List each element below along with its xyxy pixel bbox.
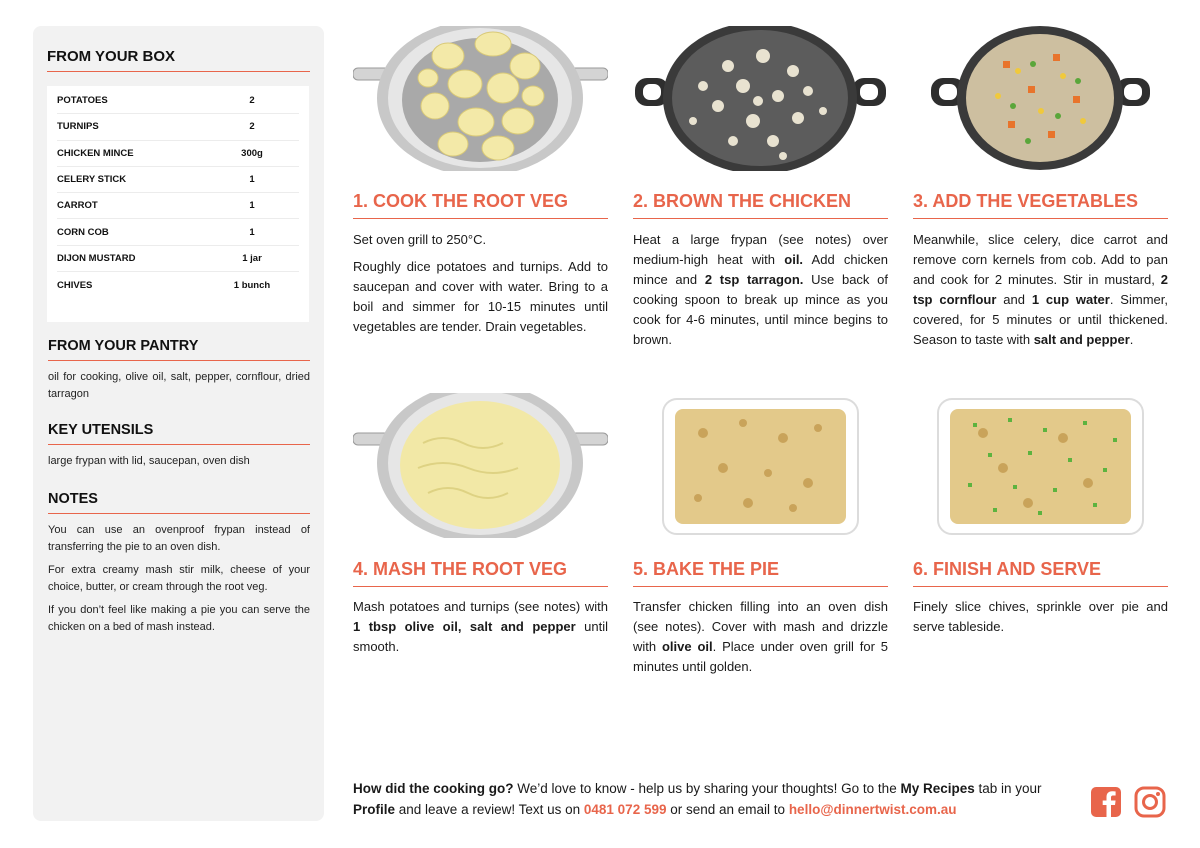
from-your-box-section (47, 48, 310, 322)
step-3-title: 3. ADD THE VEGETABLES (913, 191, 1168, 219)
box-item-name: CHICKEN MINCE (57, 147, 134, 159)
footer-text: tab in your (974, 781, 1042, 796)
utensils-text: large frypan with lid, saucepan, oven dish (48, 455, 250, 467)
step-2-photo-chicken-in-pan (633, 26, 888, 171)
step-6-instructions (913, 597, 1168, 637)
instruction-text: Heat a large frypan (see notes) over medium-high heat with (633, 232, 888, 267)
step-3-photo-vegetables-in-pan (913, 26, 1168, 171)
instruction-emphasis: olive oil (661, 639, 713, 654)
step-5-instructions (633, 597, 888, 677)
instruction-emphasis: salt and pepper (1033, 332, 1130, 347)
box-item-quantity: 300g (241, 147, 263, 159)
instruction-text: . Place under oven grill for 5 minutes until golden. (633, 639, 888, 674)
instruction-paragraph (633, 597, 888, 677)
instruction-text: Meanwhile, slice celery, dice carrot and remove corn kernels from cob. Add to pan and cook for 2 minutes. Stir in mustard, (913, 232, 1168, 287)
my-recipes-link[interactable]: My Recipes (900, 781, 975, 796)
instruction-text: Finely slice chives, sprinkle over pie and serve tableside. (913, 599, 1168, 634)
box-item-quantity: 1 bunch (233, 279, 271, 291)
instruction-emphasis: oil. (784, 252, 804, 267)
step-4-title: 4. MASH THE ROOT VEG (353, 559, 608, 587)
box-item-row (57, 141, 299, 167)
instruction-text: Set oven grill to 250°C. (353, 232, 487, 247)
box-items-table (47, 86, 309, 322)
note-paragraph: If you don’t feel like making a pie you can serve the chicken on a bed of mash instead. (48, 604, 310, 633)
ingredients-sidebar (33, 26, 324, 821)
box-item-name: DIJON MUSTARD (57, 252, 136, 264)
instruction-text: . Simmer, covered, for 5 minutes or until thickened. Season to taste with (913, 292, 1168, 347)
pantry-text: oil for cooking, olive oil, salt, pepper, cornflour, dried tarragon (48, 371, 310, 400)
phone-link[interactable]: 0481 072 599 (583, 802, 667, 817)
box-item-name: CHIVES (57, 279, 93, 291)
box-item-row (57, 219, 299, 245)
instruction-text: Use back of cooking spoon to break up mince as you cook for 4-6 minutes, until mince begins to brown. (633, 272, 889, 347)
instruction-text: . (1129, 332, 1134, 347)
instruction-text: and (996, 292, 1032, 307)
step-6-title: 6. FINISH AND SERVE (913, 559, 1168, 587)
box-item-quantity: 1 jar (242, 252, 262, 264)
instruction-text: Mash potatoes and turnips (see notes) with (353, 599, 608, 614)
box-item-row (57, 114, 299, 140)
box-item-quantity: 2 (249, 95, 255, 107)
box-item-name: CELERY STICK (57, 174, 127, 186)
instruction-emphasis: 2 tsp tarragon. (704, 272, 804, 287)
pantry-section (48, 338, 310, 402)
box-item-quantity: 2 (249, 121, 255, 133)
step-3-instructions (913, 230, 1168, 350)
step-2-title: 2. BROWN THE CHICKEN (633, 191, 888, 219)
box-item-row (57, 193, 299, 219)
footer-text: or send an email to (666, 802, 789, 817)
step-4-photo-mash-in-pot (353, 393, 608, 538)
box-item-quantity: 1 (249, 200, 255, 212)
step-1-title: 1. COOK THE ROOT VEG (353, 191, 608, 219)
instagram-icon[interactable] (1134, 786, 1166, 818)
box-item-name: TURNIPS (57, 121, 99, 133)
utensils-heading: KEY UTENSILS (48, 422, 310, 445)
box-item-row (57, 167, 299, 193)
box-item-quantity: 1 (249, 226, 255, 238)
instruction-emphasis: 1 cup water (1031, 292, 1110, 307)
facebook-icon[interactable] (1090, 786, 1122, 818)
feedback-footer (353, 778, 1073, 820)
step-6-photo-pie-with-chives (913, 393, 1168, 538)
step-2-instructions (633, 230, 888, 350)
instruction-paragraph (633, 230, 888, 350)
from-your-box-heading: FROM YOUR BOX (47, 48, 310, 72)
step-5-title: 5. BAKE THE PIE (633, 559, 888, 587)
utensils-section (48, 422, 310, 470)
instruction-text: Roughly dice potatoes and turnips. Add to saucepan and cover with water. Bring to a boil and simmer for 10-15 minutes until vegetables are tender. Drain vegetables. (353, 259, 608, 334)
pantry-heading: FROM YOUR PANTRY (48, 338, 310, 361)
box-item-name: CORN COB (57, 226, 109, 238)
box-item-name: POTATOES (57, 95, 108, 107)
note-paragraph: You can use an ovenproof frypan instead of transferring the pie to an oven dish. (48, 524, 310, 553)
footer-text: We’d love to know - help us by sharing your thoughts! Go to the (513, 781, 901, 796)
footer-question: How did the cooking go? (353, 781, 514, 796)
box-item-row (57, 272, 299, 298)
instruction-text: Add chicken mince and (633, 252, 888, 287)
instruction-emphasis: 2 tsp cornflour (913, 272, 1168, 307)
note-paragraph: For extra creamy mash stir milk, cheese of your choice, butter, or cream through the root veg. (48, 564, 310, 593)
instruction-paragraph (353, 257, 608, 337)
instruction-text: until smooth. (353, 619, 608, 654)
profile-link[interactable]: Profile (353, 802, 396, 817)
step-4-instructions (353, 597, 608, 657)
instruction-emphasis: 1 tbsp olive oil, salt and pepper (353, 619, 576, 634)
instruction-paragraph (913, 230, 1168, 350)
step-1-instructions (353, 230, 608, 337)
footer-text: and leave a review! Text us on (395, 802, 584, 817)
instruction-paragraph (353, 230, 608, 250)
step-5-photo-baked-pie (633, 393, 888, 538)
notes-section (48, 491, 310, 635)
box-item-name: CARROT (57, 200, 98, 212)
instruction-paragraph (913, 597, 1168, 637)
instruction-paragraph (353, 597, 608, 657)
instruction-text: Transfer chicken filling into an oven dish (see notes). Cover with mash and drizzle with (633, 599, 888, 654)
box-item-row (57, 88, 299, 114)
box-item-row (57, 246, 299, 272)
box-item-quantity: 1 (249, 174, 255, 186)
email-link[interactable]: hello@dinnertwist.com.au (788, 802, 957, 817)
step-1-photo-potatoes-in-pot (353, 26, 608, 171)
notes-heading: NOTES (48, 491, 310, 514)
